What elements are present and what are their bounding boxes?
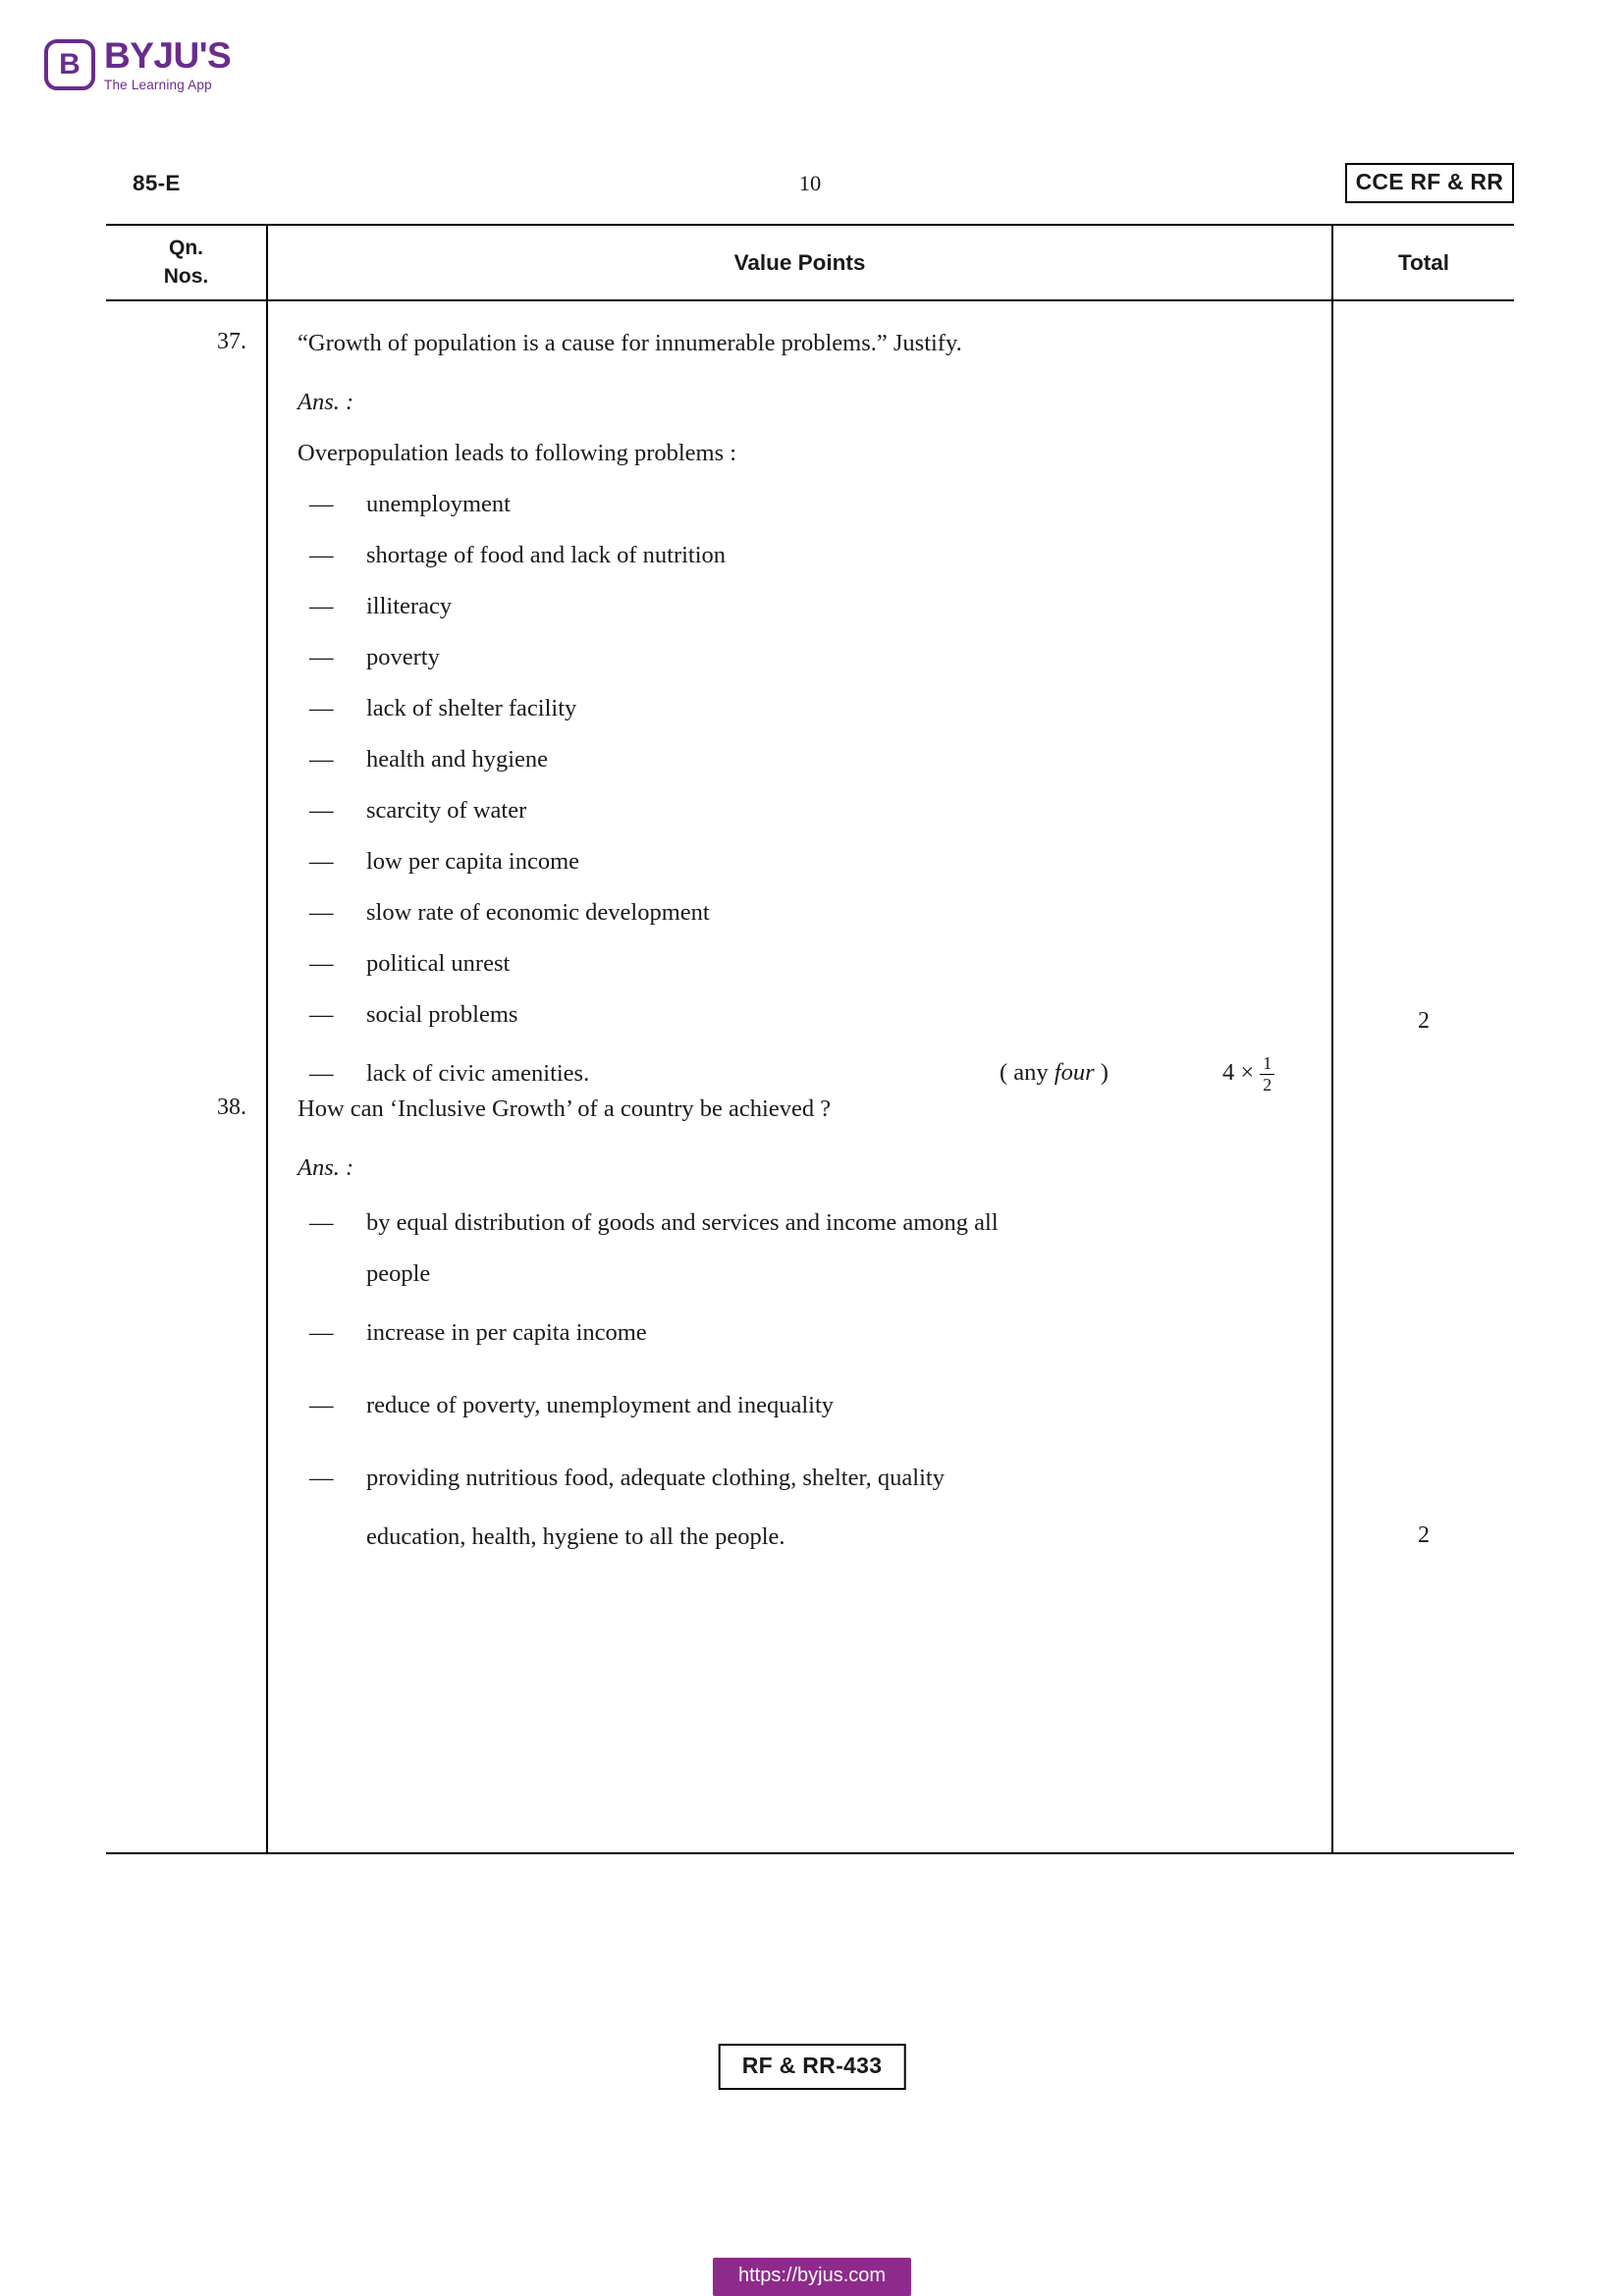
q37-intro: Overpopulation leads to following problems :: [298, 440, 737, 466]
byjus-tagline: The Learning App: [104, 78, 212, 92]
byjus-logo-mark: B: [44, 39, 95, 90]
q37-answer-label: Ans. :: [298, 389, 354, 415]
table-body: [106, 301, 1514, 1852]
q37-point-9-text: slow rate of economic development: [366, 899, 710, 926]
q37-prompt: “Growth of population is a cause for innumerable problems.” Justify.: [298, 330, 962, 356]
table-header-row: [106, 226, 1514, 301]
dash-icon: —: [309, 1465, 334, 1491]
q37-point-11-text: social problems: [366, 1001, 518, 1028]
q37-any-four-note: [1000, 1059, 1109, 1087]
question-number-37: 37.: [217, 329, 246, 354]
page-number: 10: [798, 171, 822, 195]
dash-icon: —: [309, 644, 334, 670]
q37-total: 2: [1418, 1008, 1430, 1034]
q37-point-12-text: lack of civic amenities.: [366, 1060, 590, 1087]
dash-icon: —: [309, 542, 334, 568]
q38-point-1-cont: people: [366, 1260, 431, 1287]
fraction-denominator: 2: [1263, 1074, 1272, 1095]
value-points-column: [268, 301, 1333, 1852]
q38-point-4-cont: education, health, hygiene to all the people.: [366, 1523, 785, 1550]
q38-prompt: How can ‘Inclusive Growth’ of a country be achieved ?: [298, 1095, 832, 1122]
dash-icon: —: [309, 1209, 334, 1236]
byjus-logo-text: [104, 37, 231, 92]
q37-marks-multiplier: 4 ×: [1222, 1059, 1255, 1087]
byjus-url-watermark: https://byjus.com: [713, 2258, 911, 2296]
question-number-38: 38.: [217, 1095, 246, 1120]
fraction-numerator: 1: [1260, 1054, 1274, 1075]
dash-icon: —: [309, 1001, 334, 1028]
q37-point-1-text: unemployment: [366, 491, 511, 517]
dash-icon: —: [309, 1392, 334, 1418]
q38-point-1-text: by equal distribution of goods and services and income among all: [366, 1209, 999, 1236]
byjus-logo: [44, 37, 231, 92]
q38-total: 2: [1418, 1522, 1430, 1548]
qn-header-line2: Nos.: [163, 264, 209, 288]
column-header-total: Total: [1397, 249, 1450, 275]
q38-point-4-text: providing nutritious food, adequate clothing, shelter, quality: [366, 1465, 945, 1491]
dash-icon: —: [309, 1319, 334, 1346]
q37-point-7-text: scarcity of water: [366, 797, 527, 824]
q37-marks-fraction: [1260, 1054, 1274, 1095]
qn-nos-column: [106, 301, 268, 1852]
q38-answer-label: Ans. :: [298, 1154, 354, 1181]
q37-point-6-text: health and hygiene: [366, 746, 549, 773]
any-four-prefix: ( any: [1000, 1059, 1055, 1086]
byjus-brand-name: BYJU'S: [104, 35, 232, 76]
dash-icon: —: [309, 695, 334, 721]
any-four-suffix: ): [1094, 1059, 1109, 1086]
q37-point-5-text: lack of shelter facility: [366, 695, 577, 721]
dash-icon: —: [309, 950, 334, 977]
q37-point-4-text: poverty: [366, 644, 440, 670]
dash-icon: —: [309, 899, 334, 926]
exam-tag-box: CCE RF & RR: [1345, 163, 1514, 203]
dash-icon: —: [309, 593, 334, 619]
q37-point-10-text: political unrest: [366, 950, 511, 977]
q38-point-2-text: increase in per capita income: [366, 1319, 647, 1346]
q37-marks-expression: [1222, 1053, 1274, 1094]
dash-icon: —: [309, 848, 334, 875]
dash-icon: —: [309, 797, 334, 824]
total-column: [1333, 301, 1514, 1852]
any-four-italic: four: [1054, 1059, 1095, 1086]
footer-code-box: RF & RR-433: [719, 2044, 906, 2090]
column-header-value-points: Value Points: [268, 226, 1333, 299]
q37-point-2-text: shortage of food and lack of nutrition: [366, 542, 727, 568]
dash-icon: —: [309, 491, 334, 517]
q37-point-8-text: low per capita income: [366, 848, 580, 875]
qn-header-line1: Qn.: [169, 237, 203, 260]
page-header: [106, 169, 1514, 208]
subject-code: 85-E: [133, 171, 181, 195]
q38-point-3-text: reduce of poverty, unemployment and inequality: [366, 1392, 835, 1418]
answer-key-table: [106, 224, 1514, 1854]
dash-icon: —: [309, 1060, 334, 1087]
column-header-qn-nos: [106, 226, 268, 299]
q37-point-3-text: illiteracy: [366, 593, 453, 619]
dash-icon: —: [309, 746, 334, 773]
